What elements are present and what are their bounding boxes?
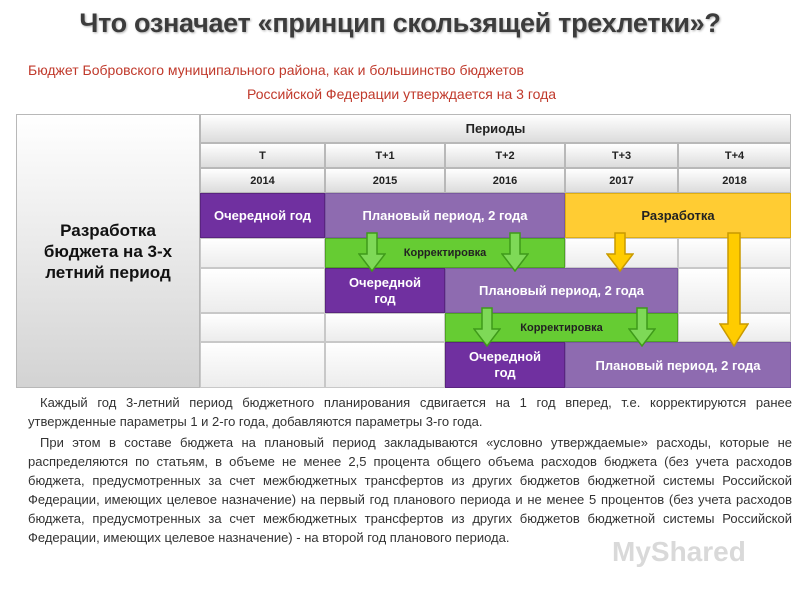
subtitle-line-1: Бюджет Бобровского муниципального района, как и большинство бюджетов [28, 62, 524, 78]
watermark-logo: MyShared [612, 536, 746, 567]
year-2015: 2015 [325, 168, 445, 193]
planning-period-cell-3: Плановый период, 2 года [565, 342, 791, 388]
empty-cell [200, 238, 325, 268]
page-title: Что означает «принцип скользящей трехлетки»? [79, 8, 721, 38]
empty-cell [200, 268, 325, 313]
explanation-text [28, 393, 792, 547]
paragraph-1: Каждый год 3-летний период бюджетного планирования сдвигается на 1 год вперед, т.е. корректируются ранее утвержденные параметры 1 и 2-го года, добавляются параметры 3-го года. [28, 395, 792, 429]
year-2016: 2016 [445, 168, 565, 193]
periods-header: Периоды [200, 114, 791, 143]
planning-period-cell-1: Плановый период, 2 года [325, 193, 565, 238]
current-year-cell-1: Очередной год [200, 193, 325, 238]
adjustment-cell-2: Корректировка [445, 313, 678, 342]
green-arrow-down-icon [501, 232, 529, 272]
empty-cell [200, 342, 325, 388]
row-header-cell: Разработка бюджета на 3-х летний период [16, 114, 200, 388]
green-arrow-down-icon [628, 307, 656, 347]
period-label-t4: Т+4 [678, 143, 791, 168]
empty-cell [325, 313, 445, 342]
period-label-t: Т [200, 143, 325, 168]
empty-cell [200, 313, 325, 342]
current-year-cell-2: Очередной год [325, 268, 445, 313]
empty-cell [325, 342, 445, 388]
adjustment-cell-1: Корректировка [325, 238, 565, 268]
year-2017: 2017 [565, 168, 678, 193]
year-2018: 2018 [678, 168, 791, 193]
period-label-t1: Т+1 [325, 143, 445, 168]
period-label-t2: Т+2 [445, 143, 565, 168]
green-arrow-down-icon [473, 307, 501, 347]
budget-periods-table [16, 114, 791, 388]
development-cell: Разработка [565, 193, 791, 238]
current-year-cell-3: Очередной год [445, 342, 565, 388]
yellow-long-arrow-down-icon [719, 232, 749, 347]
yellow-arrow-down-icon [606, 232, 634, 272]
period-label-t3: Т+3 [565, 143, 678, 168]
paragraph-2: При этом в составе бюджета на плановый период закладываются «условно утверждаемые» расходы, которые не распределяются по статьям, в объеме не менее 2,5 процента общего объема расходов бюджета (без учета расходов бюджета, предусмотренных за счет межбюджетных трансфертов из других бюджетов бюджетной системы Российской Федерации, имеющих целевое назначение) на первый год планового периода и не менее 5 процентов (без учета расходов бюджета, предусмотренных за счет межбюджетных трансфертов из других бюджетов бюджетной системы Российской Федерации, имеющих целевое назначение) - на второй год планового периода. [28, 435, 792, 545]
planning-period-cell-2: Плановый период, 2 года [445, 268, 678, 313]
year-2014: 2014 [200, 168, 325, 193]
green-arrow-down-icon [358, 232, 386, 272]
subtitle-line-2: Российской Федерации утверждается на 3 года [247, 86, 557, 102]
